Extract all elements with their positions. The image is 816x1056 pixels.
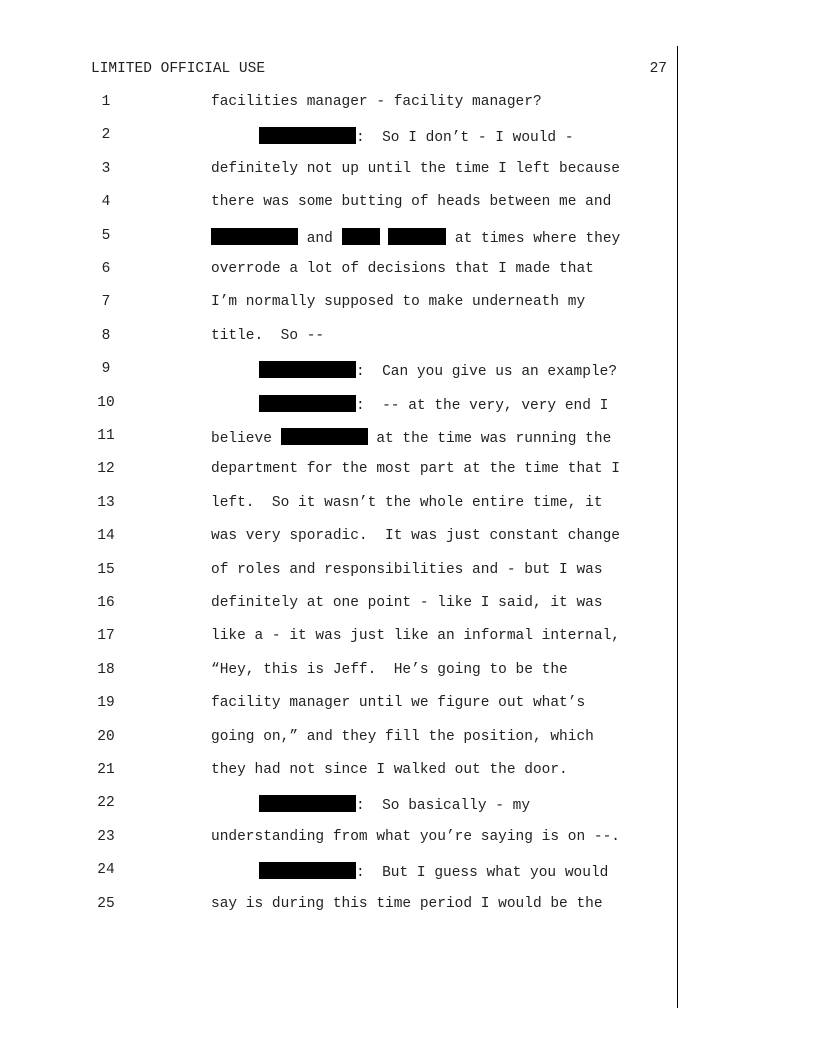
transcript-line [0,228,816,248]
line-text-segment: : So I don’t - I would - [356,130,574,147]
line-number: 17 [97,628,115,645]
line-text-segment: was very sporadic. It was just constant change [211,528,620,545]
line-text-segment: like a - it was just like an informal internal, [211,628,620,645]
redaction-block [259,127,356,144]
line-text-segment: of roles and responsibilities and - but I was [211,561,603,578]
line-text-segment: : But I guess what you would [356,865,609,882]
transcript-line [0,695,816,715]
line-number: 25 [97,895,115,912]
line-text-segment: facilities manager - facility manager? [211,94,542,110]
line-text [259,795,530,814]
line-text [211,595,603,611]
line-text [259,361,617,380]
redaction-block [211,228,298,245]
transcript-line [0,662,816,682]
line-number: 8 [101,327,111,344]
line-text [211,294,585,310]
transcript-line [0,495,816,515]
line-text [211,228,620,247]
transcript-line [0,628,816,648]
line-text-segment [380,231,389,247]
line-number: 24 [97,862,115,879]
transcript-line [0,461,816,481]
transcript-line [0,829,816,849]
line-text-segment: : So basically - my [356,798,531,815]
line-text-segment: at the time was running the [367,431,612,447]
line-number: 12 [97,461,115,478]
redaction-block [342,228,380,245]
line-text-segment: overrode a lot of decisions that I made that [211,261,594,277]
line-text-segment: understanding from what you’re saying is on --. [211,828,620,845]
transcript-line [0,194,816,214]
line-text-segment: : -- at the very, very end I [356,397,609,414]
line-number: 19 [97,695,115,712]
line-text-segment: title. So -- [211,327,325,344]
line-text-segment: they had not since I walked out the door. [211,762,568,778]
page-number: 27 [649,61,667,77]
line-text-segment: going on,” and they fill the position, which [211,728,594,745]
transcript-line [0,595,816,615]
line-text-segment: facility manager until we figure out what’s [211,695,586,712]
line-text [211,829,620,845]
transcript-line [0,862,816,882]
line-text-segment: at times where they [446,230,621,247]
line-text-segment: believe [211,431,281,447]
redaction-block [259,795,356,812]
line-number: 2 [101,127,111,144]
line-text-segment: there was some butting of heads between me and [211,194,612,211]
redaction-block [388,228,446,245]
line-text [211,762,568,778]
line-number: 13 [97,494,115,511]
line-text [211,896,603,912]
line-text [211,528,620,544]
line-text-segment: I’m normally supposed to make underneath my [211,294,586,311]
line-text [211,194,611,210]
line-number: 3 [101,160,111,177]
transcript-line [0,261,816,281]
line-text [211,261,594,277]
line-number: 20 [97,728,115,745]
line-number: 18 [97,661,115,678]
line-text [211,495,603,511]
line-text-segment: say is during this time period I would be the [211,895,603,912]
line-number: 14 [97,528,115,545]
line-number: 1 [101,94,111,110]
line-number: 6 [101,261,111,277]
line-text-segment: : Can you give us an example? [356,364,618,381]
line-text [211,461,620,477]
line-number: 5 [101,227,111,244]
transcript-line [0,328,816,348]
transcript-line [0,528,816,548]
line-text-segment: department for the most part at the time that I [211,461,620,478]
transcript-line [0,361,816,381]
transcript-line [0,428,816,448]
redaction-block [281,428,368,445]
line-text [211,94,542,110]
line-text [259,395,608,414]
line-text-segment: definitely at one point - like I said, it was [211,595,603,611]
line-text [259,127,574,146]
line-text [211,428,611,447]
transcript-line [0,762,816,782]
line-text [211,662,568,678]
line-text-segment: and [298,230,342,247]
redaction-block [259,361,356,378]
transcript-line [0,562,816,582]
line-number: 9 [101,361,111,378]
transcript-line [0,395,816,415]
line-number: 16 [97,595,115,611]
transcript-line [0,294,816,314]
line-text-segment: definitely not up until the time I left because [211,160,620,177]
line-number: 21 [97,762,115,778]
line-text [211,628,620,644]
redaction-block [259,395,356,412]
line-text [211,695,585,711]
transcript-line [0,896,816,916]
line-number: 10 [97,394,115,411]
redaction-block [259,862,356,879]
line-text-segment: “Hey, this is Jeff. He’s going to be the [211,661,568,678]
transcript-line [0,127,816,147]
line-text [211,729,594,745]
line-text [211,562,603,578]
classification-marking: LIMITED OFFICIAL USE [91,61,266,77]
line-number: 11 [97,428,115,444]
line-number: 15 [97,561,115,578]
line-text-segment: left. So it wasn’t the whole entire time, it [211,494,603,511]
transcript-line [0,795,816,815]
transcript-line [0,729,816,749]
line-text [259,862,608,881]
line-number: 23 [97,828,115,845]
transcript-line [0,161,816,181]
line-number: 7 [101,294,111,311]
line-text [211,161,620,177]
line-text [211,328,324,344]
line-number: 4 [101,194,111,211]
transcript-line [0,94,816,114]
line-number: 22 [97,795,115,812]
